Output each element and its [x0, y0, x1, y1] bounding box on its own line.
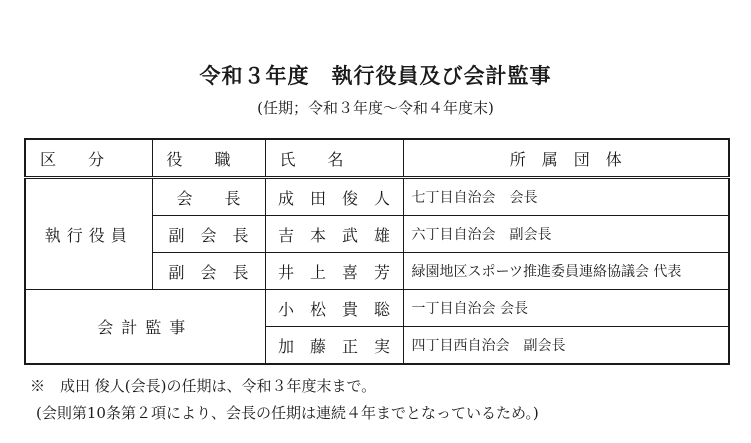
table-row	[25, 178, 729, 216]
column-header-division-label: 区 分	[40, 149, 105, 169]
affiliation-cell: 六丁目自治会 副会長	[403, 216, 729, 253]
name-cell: 成 田 俊 人	[265, 178, 403, 216]
division-cell-auditor: 会計監事	[25, 290, 265, 365]
column-header-affiliation: 所 属 団 体	[403, 139, 729, 178]
column-header-division	[25, 139, 152, 178]
affiliation-cell: 一丁目自治会 会長	[403, 290, 729, 327]
name-cell: 小 松 貴 聡	[265, 290, 403, 327]
role-cell: 会 長	[152, 178, 265, 216]
table-row	[25, 290, 729, 327]
name-cell: 吉 本 武 雄	[265, 216, 403, 253]
column-header-role	[152, 139, 265, 178]
term-note: ※ 成田 俊人(会長)の任期は、令和３年度末まで。	[30, 377, 377, 395]
name-cell: 加 藤 正 実	[265, 327, 403, 365]
term-note-reason: (会則第10条第２項により、会長の任期は連続４年までとなっているため。)	[36, 404, 539, 422]
division-cell-executive: 執行役員	[25, 178, 152, 290]
role-cell: 副 会 長	[152, 216, 265, 253]
affiliation-cell: 緑園地区スポーツ推進委員連絡協議会 代表	[403, 253, 729, 290]
table-header-row	[25, 139, 729, 178]
term-subtitle: (任期；令和３年度～令和４年度末)	[257, 99, 494, 117]
name-cell: 井 上 喜 芳	[265, 253, 403, 290]
officers-table	[24, 138, 730, 365]
affiliation-cell: 七丁目自治会 会長	[403, 178, 729, 216]
page-title: 令和３年度 執行役員及び会計監事	[199, 64, 552, 88]
column-header-role-label: 役 職	[166, 149, 231, 169]
column-header-name	[265, 139, 403, 178]
role-cell: 副 会 長	[152, 253, 265, 290]
affiliation-cell: 四丁目西自治会 副会長	[403, 327, 729, 365]
column-header-name-label: 氏 名	[279, 149, 344, 169]
